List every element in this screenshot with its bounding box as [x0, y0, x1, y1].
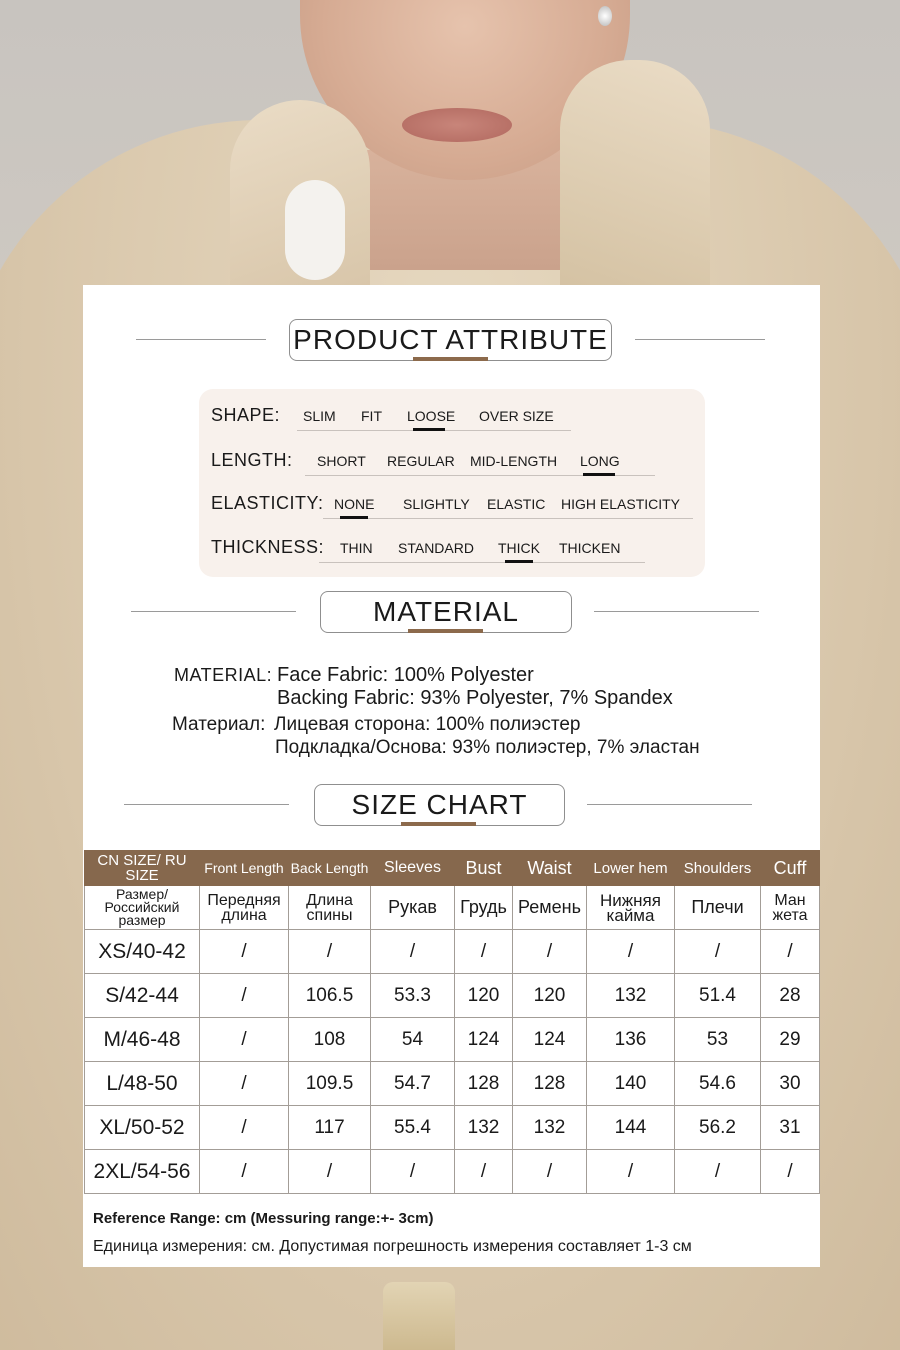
- table-cell: 55.4: [371, 1106, 455, 1150]
- table-header-row-en: [85, 851, 820, 886]
- attr-option-selected: LOOSE: [407, 408, 456, 424]
- attr-option: MID-LENGTH: [470, 453, 558, 469]
- size-label-cell: XS/40-42: [85, 930, 200, 974]
- attr-selected-mark: [340, 516, 368, 519]
- attr-option: FIT: [361, 408, 382, 424]
- header-line-left: [131, 611, 296, 612]
- table-header-cell: Front Length: [200, 851, 289, 886]
- table-cell: /: [200, 1018, 289, 1062]
- table-cell: /: [675, 1150, 761, 1194]
- header-accent: [408, 629, 483, 633]
- table-cell: /: [455, 1150, 513, 1194]
- table-cell: 109.5: [289, 1062, 371, 1106]
- table-cell: 140: [587, 1062, 675, 1106]
- header-line-right: [594, 611, 759, 612]
- table-cell: 117: [289, 1106, 371, 1150]
- table-cell: /: [761, 930, 820, 974]
- table-cell: /: [587, 930, 675, 974]
- inner-collar: [285, 180, 345, 280]
- table-cell: /: [371, 1150, 455, 1194]
- model-lips: [402, 108, 512, 142]
- table-cell: 28: [761, 974, 820, 1018]
- table-header-cell: Рукав: [371, 886, 455, 930]
- table-cell: /: [587, 1150, 675, 1194]
- table-header-cell: CN SIZE/ RU SIZE: [85, 851, 200, 886]
- size-chart-title: SIZE CHART: [314, 784, 565, 826]
- reference-note-en: Reference Range: cm (Messuring range:+- 3cm): [93, 1210, 434, 1227]
- table-cell: 106.5: [289, 974, 371, 1018]
- table-cell: 124: [513, 1018, 587, 1062]
- table-cell: 136: [587, 1018, 675, 1062]
- table-cell: 132: [587, 974, 675, 1018]
- size-chart-body: [85, 930, 820, 1194]
- table-header-cell: Плечи: [675, 886, 761, 930]
- attr-option: HIGH ELASTICITY: [561, 496, 681, 512]
- attr-label: SHAPE:: [211, 405, 281, 425]
- attr-underline: [323, 518, 693, 519]
- table-header-cell: Back Length: [289, 851, 371, 886]
- table-cell: /: [200, 1106, 289, 1150]
- table-row: [85, 930, 820, 974]
- material-face-en: Face Fabric: 100% Polyester: [277, 664, 534, 686]
- material-label-en: MATERIAL:: [174, 665, 273, 685]
- table-cell: /: [289, 1150, 371, 1194]
- attr-option: THICKEN: [559, 540, 621, 556]
- header-accent: [413, 357, 488, 361]
- header-line-left: [124, 804, 289, 805]
- table-header-cell: Sleeves: [371, 851, 455, 886]
- table-cell: 53.3: [371, 974, 455, 1018]
- coat-toggle-button: [383, 1282, 455, 1350]
- attr-selected-mark: [505, 560, 533, 563]
- header-line-right: [635, 339, 765, 340]
- table-row: [85, 1150, 820, 1194]
- table-cell: 120: [455, 974, 513, 1018]
- material-title: MATERIAL: [320, 591, 572, 633]
- attr-option: STANDARD: [398, 540, 474, 556]
- attribute-panel: [199, 389, 705, 577]
- attr-option: SHORT: [317, 453, 366, 469]
- table-cell: /: [761, 1150, 820, 1194]
- table-cell: 54: [371, 1018, 455, 1062]
- table-cell: /: [675, 930, 761, 974]
- header-accent: [401, 822, 476, 826]
- table-cell: /: [371, 930, 455, 974]
- table-cell: 124: [455, 1018, 513, 1062]
- table-cell: 51.4: [675, 974, 761, 1018]
- attr-option: REGULAR: [387, 453, 455, 469]
- coat-collar-right: [560, 60, 710, 320]
- size-label-cell: 2XL/54-56: [85, 1150, 200, 1194]
- table-header-cell: Длина спины: [289, 886, 371, 930]
- table-cell: /: [513, 930, 587, 974]
- table-header-cell: Ремень: [513, 886, 587, 930]
- table-cell: 56.2: [675, 1106, 761, 1150]
- table-cell: 132: [513, 1106, 587, 1150]
- table-row: [85, 974, 820, 1018]
- attr-option-selected: LONG: [580, 453, 620, 469]
- table-header-cell: Lower hem: [587, 851, 675, 886]
- table-header-cell: Нижняя кайма: [587, 886, 675, 930]
- table-cell: 128: [455, 1062, 513, 1106]
- table-cell: 132: [455, 1106, 513, 1150]
- attr-option-selected: NONE: [334, 496, 375, 512]
- attr-selected-mark: [413, 428, 445, 431]
- reference-note-ru: Единица измерения: см. Допустимая погрешность измерения составляет 1-3 см: [93, 1238, 692, 1255]
- material-label-ru: Материал:: [172, 714, 266, 735]
- attr-label: LENGTH:: [211, 450, 293, 470]
- material-backing-ru: Подкладка/Основа: 93% полиэстер, 7% эластан: [275, 737, 700, 758]
- table-cell: /: [455, 930, 513, 974]
- table-cell: 53: [675, 1018, 761, 1062]
- header-line-right: [587, 804, 752, 805]
- table-cell: 29: [761, 1018, 820, 1062]
- header-line-left: [136, 339, 266, 340]
- table-header-row-ru: [85, 886, 820, 930]
- size-label-cell: S/42-44: [85, 974, 200, 1018]
- table-cell: 144: [587, 1106, 675, 1150]
- info-card: [83, 285, 820, 1267]
- table-row: [85, 1062, 820, 1106]
- material-backing-en: Backing Fabric: 93% Polyester, 7% Spandex: [277, 687, 673, 709]
- attr-selected-mark: [583, 473, 615, 476]
- attr-option: ELASTIC: [487, 496, 546, 512]
- earring: [598, 6, 612, 26]
- table-header-cell: Bust: [455, 851, 513, 886]
- size-chart-table: [84, 850, 820, 1194]
- table-row: [85, 1018, 820, 1062]
- attr-label: ELASTICITY:: [211, 493, 324, 513]
- table-cell: 30: [761, 1062, 820, 1106]
- table-row: [85, 1106, 820, 1150]
- attr-label: THICKNESS:: [211, 537, 325, 557]
- attr-underline: [319, 562, 645, 563]
- table-cell: 54.6: [675, 1062, 761, 1106]
- material-face-ru: Лицевая сторона: 100% полиэстер: [274, 714, 581, 735]
- table-cell: 120: [513, 974, 587, 1018]
- table-cell: /: [513, 1150, 587, 1194]
- table-header-cell: Передняя длина: [200, 886, 289, 930]
- product-attribute-title: PRODUCT ATTRIBUTE: [289, 319, 612, 361]
- table-header-cell: Ман жета: [761, 886, 820, 930]
- attr-option: SLIM: [303, 408, 336, 424]
- table-cell: /: [200, 1150, 289, 1194]
- table-cell: /: [200, 930, 289, 974]
- table-header-cell: Грудь: [455, 886, 513, 930]
- size-label-cell: XL/50-52: [85, 1106, 200, 1150]
- table-cell: 128: [513, 1062, 587, 1106]
- table-header-cell: Cuff: [761, 851, 820, 886]
- attr-option: THIN: [340, 540, 373, 556]
- attr-option-selected: THICK: [498, 540, 540, 556]
- table-cell: 54.7: [371, 1062, 455, 1106]
- table-cell: /: [200, 974, 289, 1018]
- table-cell: 31: [761, 1106, 820, 1150]
- table-header-cell: Shoulders: [675, 851, 761, 886]
- size-label-cell: M/46-48: [85, 1018, 200, 1062]
- table-cell: 108: [289, 1018, 371, 1062]
- attr-option: OVER SIZE: [479, 408, 554, 424]
- table-cell: /: [200, 1062, 289, 1106]
- table-cell: /: [289, 930, 371, 974]
- attr-option: SLIGHTLY: [403, 496, 470, 512]
- table-header-cell: Waist: [513, 851, 587, 886]
- size-label-cell: L/48-50: [85, 1062, 200, 1106]
- table-header-cell: Размер/ Российский размер: [85, 886, 200, 930]
